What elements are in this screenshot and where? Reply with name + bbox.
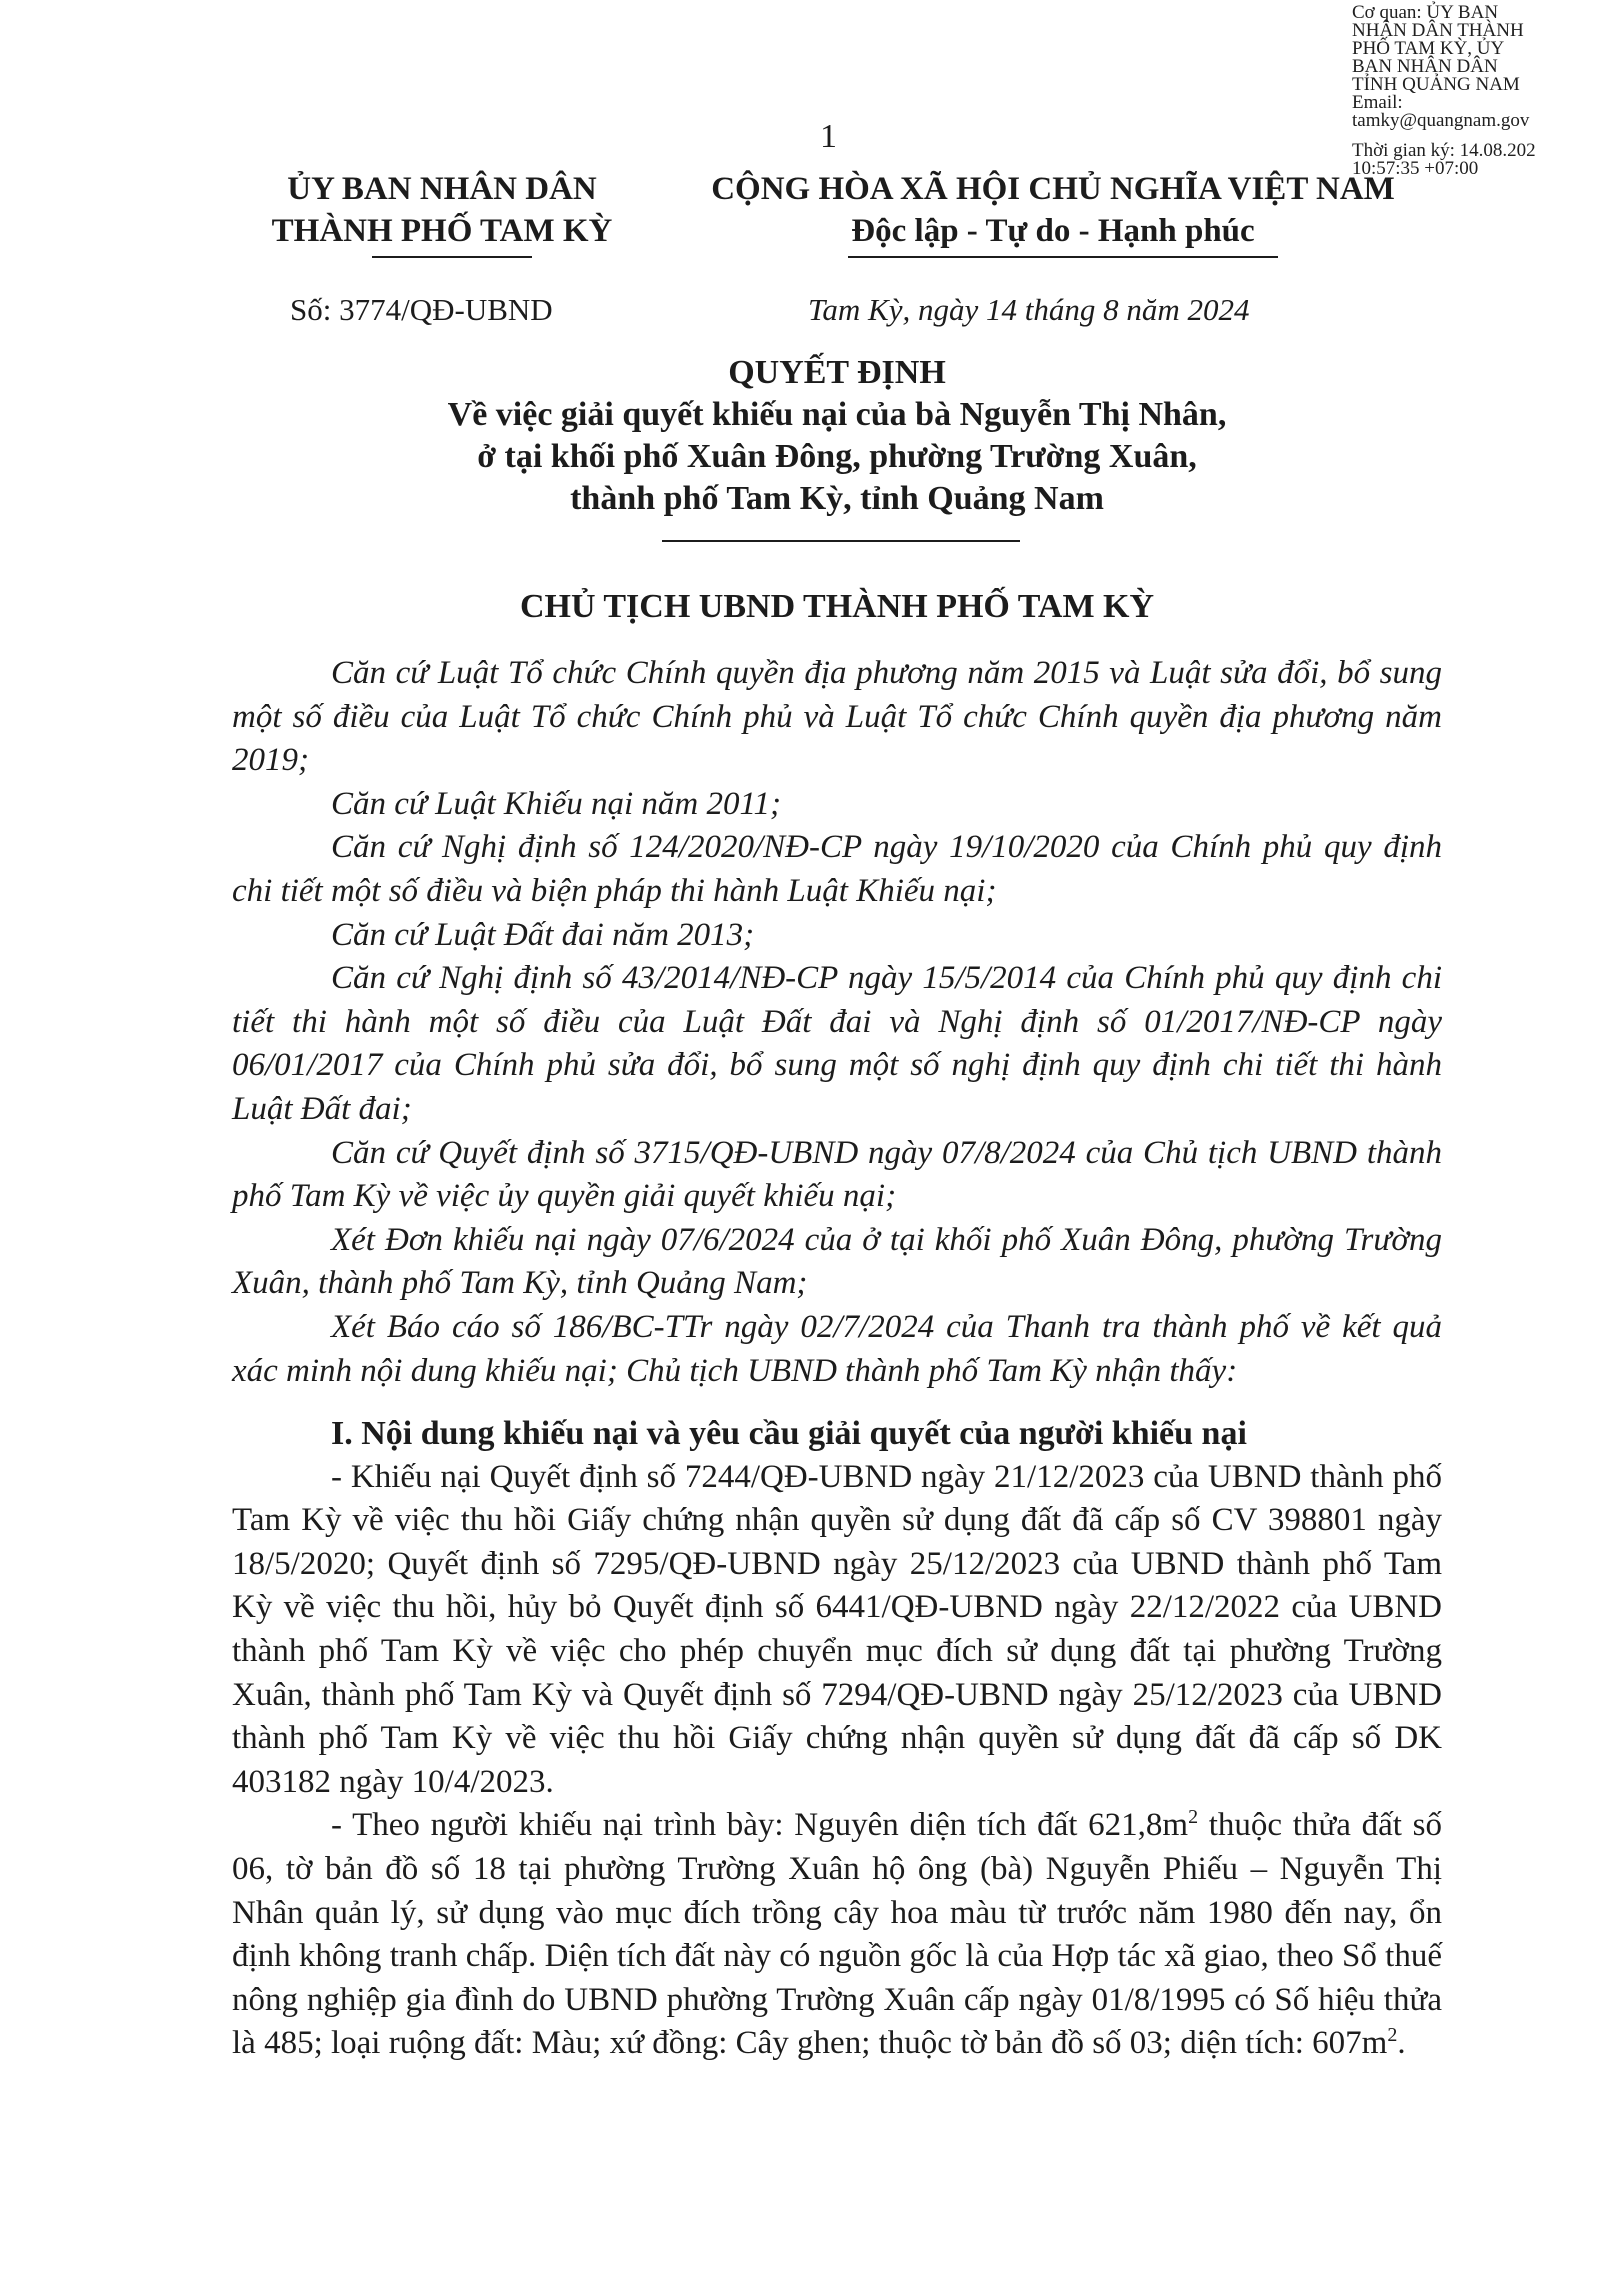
subject-line-2: ở tại khối phố Xuân Đông, phường Trường Xuân, <box>477 438 1197 475</box>
legal-basis-item: Căn cứ Nghị định số 124/2020/NĐ-CP ngày 19/10/2020 của Chính phủ quy định chi tiết một số điều và biện pháp thi hành Luật Khiếu nại; <box>232 829 1442 909</box>
signature-agency-line: TỈNH QUẢNG NAM <box>1352 74 1520 95</box>
place-date: Tam Kỳ, ngày 14 tháng 8 năm 2024 <box>808 292 1250 327</box>
legal-basis-item: Xét Đơn khiếu nại ngày 07/6/2024 của ở tại khối phố Xuân Đông, phường Trường Xuân, thành phố Tam Kỳ, tỉnh Quảng Nam; <box>232 1221 1442 1302</box>
signature-agency-line: PHỐ TAM KỲ, ỦY <box>1352 38 1505 59</box>
superscript: 2 <box>1188 1806 1199 1829</box>
decision-title <box>232 352 1442 520</box>
digital-signature-stamp <box>1352 4 1600 178</box>
signature-email: tamky@quangnam.gov <box>1352 110 1530 131</box>
section-1-paragraph-1: - Khiếu nại Quyết định số 7244/QĐ-UBND ngày 21/12/2023 của UBND thành phố Tam Kỳ về việc thu hồi Giấy chứng nhận quyền sử dụng đất đã cấp số CV 398801 ngày 18/5/2020; Quyết định số 7295/QĐ-UBND ngày 25/12/2023 của UBND thành phố Tam Kỳ về việc thu hồi, hủy bỏ Quyết định số 6441/QĐ-UBND ngày 22/12/2022 của UBND thành phố Tam Kỳ về việc cho phép chuyển mục đích sử dụng đất tại phường Trường Xuân, thành phố Tam Kỳ và Quyết định số 7294/QĐ-UBND ngày 25/12/2023 của UBND thành phố Tam Kỳ về việc thu hồi Giấy chứng nhận quyền sử dụng đất đã cấp số DK 403182 ngày 10/4/2023. <box>232 1458 1442 1800</box>
agency-underline <box>372 256 532 258</box>
signature-time-label: Thời gian ký: 14.08.202 <box>1352 140 1536 161</box>
paragraph-text: thuộc thửa đất số 06, tờ bản đồ số 18 tại phường Trường Xuân hộ ông (bà) Nguyễn Phiếu – Nguyễn Thị Nhân quản lý, sử dụng vào mục đích trồng cây hoa màu từ trước năm 1980 đến nay, ổn định không tranh chấp. Diện tích đất này có nguồn gốc là của Hợp tác xã giao, theo Sổ thuế nông nghiệp gia đình do UBND phường Trường Xuân cấp ngày 01/8/1995 có Số hiệu thửa là 485; loại ruộng đất: Màu; xứ đồng: Cây ghen; thuộc tờ bản đồ số 03; diện tích: 607m <box>232 1807 1442 2062</box>
signature-agency-line: BAN NHÂN DÂN <box>1352 56 1498 77</box>
motto: Độc lập - Tự do - Hạnh phúc <box>851 213 1255 249</box>
legal-basis-item: Căn cứ Luật Tổ chức Chính quyền địa phương năm 2015 và Luật sửa đổi, bổ sung một số điều của Luật Tổ chức Chính phủ và Luật Tổ chức Chính quyền địa phương năm 2019; <box>232 655 1442 779</box>
section-1-paragraph-2 <box>232 1804 1442 2066</box>
paragraph-text: - Theo người khiếu nại trình bày: Nguyên diện tích đất 621,8m <box>331 1807 1189 1844</box>
agency-line-2: THÀNH PHỐ TAM KỲ <box>271 213 613 249</box>
issuing-agency <box>232 168 652 252</box>
signature-agency-line: Cơ quan: ỦY BAN <box>1352 2 1499 23</box>
legal-basis-item: Căn cứ Nghị định số 43/2014/NĐ-CP ngày 15/5/2014 của Chính phủ quy định chi tiết thi hành một số điều của Luật Đất đai và Nghị định số 01/2017/NĐ-CP ngày 06/01/2017 của Chính phủ sửa đổi, bổ sung một số nghị định quy định chi tiết thi hành Luật Đất đai; <box>232 960 1442 1127</box>
superscript: 2 <box>1387 2024 1398 2047</box>
legal-basis-item: Căn cứ Luật Đất đai năm 2013; <box>331 916 755 953</box>
document-type: QUYẾT ĐỊNH <box>728 354 946 391</box>
subject-line-3: thành phố Tam Kỳ, tỉnh Quảng Nam <box>570 480 1104 517</box>
decision-authority: CHỦ TỊCH UBND THÀNH PHỐ TAM KỲ <box>519 588 1155 625</box>
nation-name: CỘNG HÒA XÃ HỘI CHỦ NGHĨA VIỆT NAM <box>711 171 1395 207</box>
subject-line-1: Về việc giải quyết khiếu nại của bà Nguyễn Thị Nhân, <box>447 396 1227 433</box>
signature-agency-line: NHÂN DÂN THÀNH <box>1352 20 1524 41</box>
national-motto <box>668 168 1438 252</box>
legal-basis-item: Căn cứ Luật Khiếu nại năm 2011; <box>331 785 782 822</box>
paragraph-text: . <box>1397 2025 1406 2062</box>
agency-line-1: ỦY BAN NHÂN DÂN <box>287 171 597 207</box>
page-number: 1 <box>820 118 837 155</box>
section-1-heading: I. Nội dung khiếu nại và yêu cầu giải quyết của người khiếu nại <box>331 1415 1247 1452</box>
document-number: Số: 3774/QĐ-UBND <box>290 292 553 327</box>
signature-time: 10:57:35 +07:00 <box>1352 158 1479 179</box>
legal-bases <box>232 652 1442 1393</box>
legal-basis-item: Căn cứ Quyết định số 3715/QĐ-UBND ngày 07/8/2024 của Chủ tịch UBND thành phố Tam Kỳ về việc ủy quyền giải quyết khiếu nại; <box>232 1134 1442 1215</box>
section-1 <box>232 1412 1442 2066</box>
title-underline <box>662 540 1020 542</box>
signature-email-label: Email: <box>1352 92 1403 113</box>
legal-basis-item: Xét Báo cáo số 186/BC-TTr ngày 02/7/2024 của Thanh tra thành phố về kết quả xác minh nội dung khiếu nại; Chủ tịch UBND thành phố Tam Kỳ nhận thấy: <box>232 1308 1442 1389</box>
motto-underline <box>848 256 1278 258</box>
